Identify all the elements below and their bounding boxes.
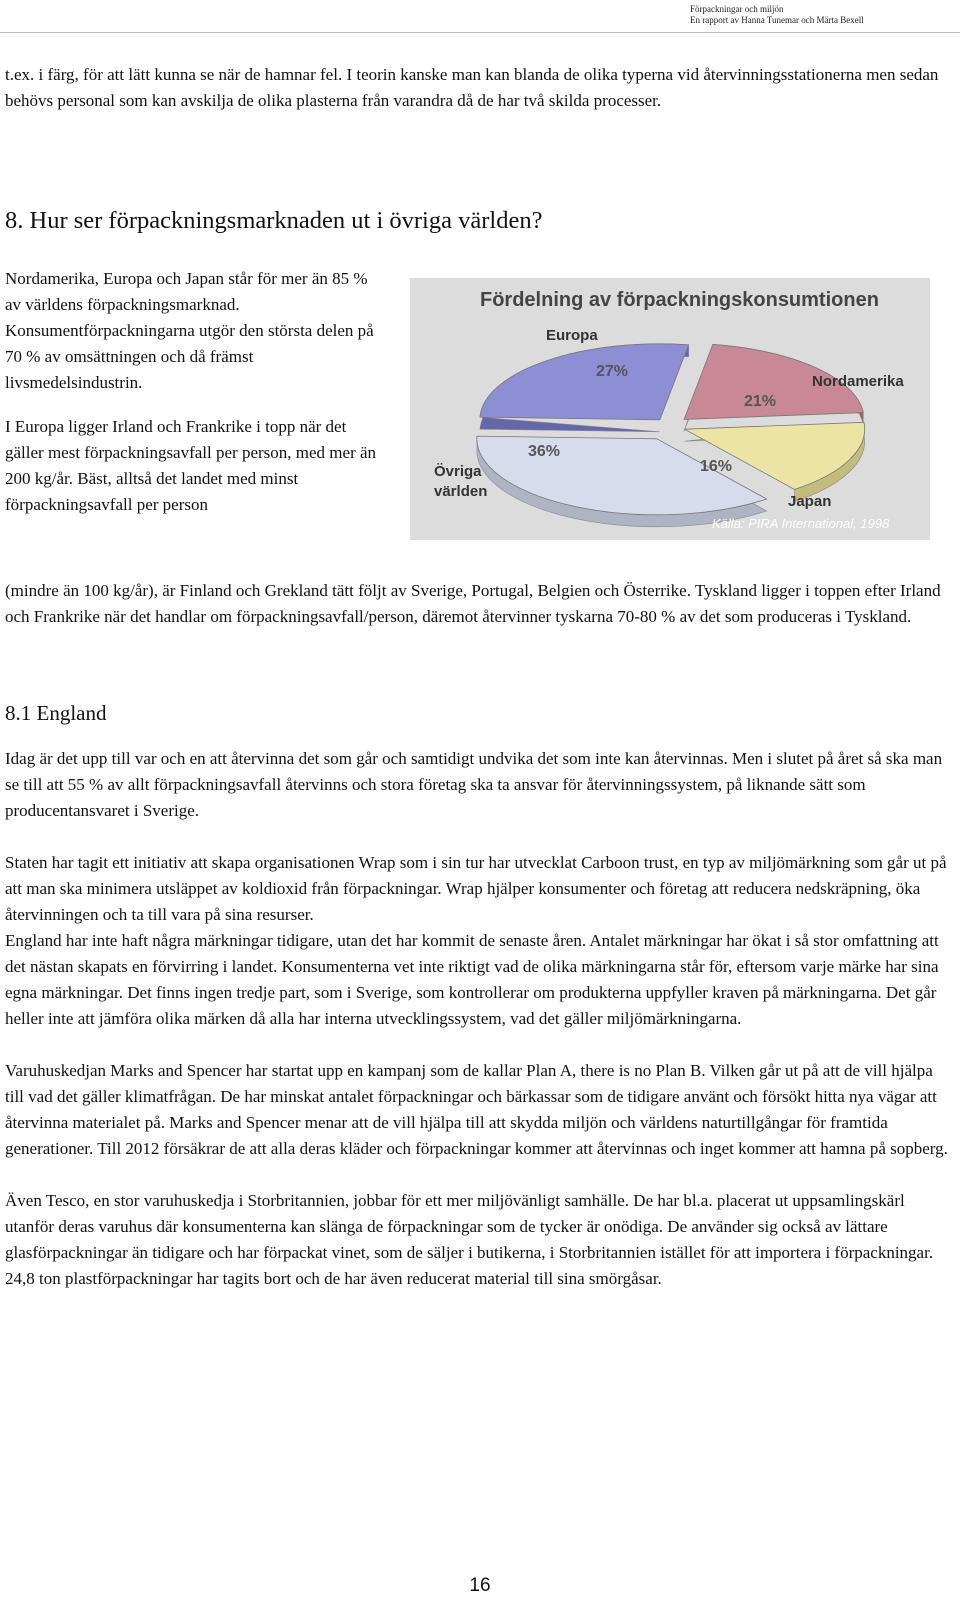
legend-europa: Europa [546, 327, 598, 344]
pie-slice-europa [480, 344, 689, 420]
section-8-paragraph-1: Nordamerika, Europa och Japan står för mer än 85 % av världens förpackningsmarknad. Konsumentförpackningarna utgör den största delen på 70 % av omsättningen och då främst livsmedelsindustrin. [5, 269, 374, 392]
chart-title: Fördelning av förpackningskonsumtionen [480, 289, 879, 311]
section-8-paragraph-2: I Europa ligger Irland och Frankrike i topp när det gäller mest förpackningsavfall per person, med mer än 200 kg/år. Bäst, alltså det landet med minst förpackningsavfall per person [5, 417, 377, 514]
chart-source: Källa: PIRA International, 1998 [712, 516, 890, 531]
packaging-consumption-pie-chart [410, 278, 930, 540]
pie-chart-svg [410, 278, 930, 540]
section-8-1-paragraph-5: Även Tesco, en stor varuhuskedja i Storbritannien, jobbar för ett mer miljövänligt samhälle. De har bl.a. placerat ut uppsamlingskärl utanför deras varuhus där konsumenterna kan slänga de förpackningar som de tycker är onödiga. De använder sig också av lättare glasförpackningar än tidigare och har förpackat vinet, som de säljer i butikerna, i Storbritannien istället för att importera i förpackningar. 24,8 ton plastförpackningar har tagits bort och de har även reducerat material till sina smörgåsar. [5, 1191, 934, 1288]
section-8-1-paragraph-3: England har inte haft några märkningar tidigare, utan det har kommit de senaste åren. Antalet märkningar har ökat i så stor omfattning att det nästan skapats en förvirring i landet. Konsumenterna vet inte riktigt vad de olika märkningarna står för, eftersom varje märke har sina egna märkningar. Det finns ingen tredje part, som i Sverige, som kontrollerar om produkterna uppfyller kraven på märkningarna. Det går heller inte att jämföra olika märken då alla har interna utvecklingssystem, vad det gäller miljömärkningarna. [5, 931, 939, 1028]
header-divider [0, 32, 960, 33]
data-label-ovriga: 36% [528, 443, 561, 460]
running-header [690, 4, 864, 26]
legend-ovriga-line2: världen [434, 483, 488, 500]
section-8-1-heading: 8.1 England [5, 701, 107, 725]
page-number: 16 [469, 1575, 491, 1596]
legend-nordamerika: Nordamerika [812, 373, 904, 390]
data-label-europa: 27% [596, 363, 629, 380]
data-label-japan: 16% [700, 458, 733, 475]
data-label-nordamerika: 21% [744, 393, 777, 410]
legend-ovriga-line1: Övriga [434, 463, 482, 480]
intro-paragraph: t.ex. i färg, för att lätt kunna se när de hamnar fel. I teorin kanske man kan blanda de olika typerna vid återvinningsstationerna men sedan behövs personal som kan avskilja de olika plasterna från varandra då de har två skilda processer. [5, 65, 939, 110]
section-8-1-paragraph-4: Varuhuskedjan Marks and Spencer har startat upp en kampanj som de kallar Plan A, there is no Plan B. Vilken går ut på att de vill hjälpa till vad det gäller klimatfrågan. De har minskat antalet förpackningar och bärkassar som de tidigare använt och försökt hitta nya vägar att återvinna materialet på. Marks and Spencer menar att de vill hjälpa till att skydda miljön och världens naturtillgångar för framtida generationer. Till 2012 försäkrar de att alla deras kläder och förpackningar kommer att återvinnas och inget kommer att hamna på sopberg. [5, 1061, 948, 1158]
section-8-1-paragraph-1: Idag är det upp till var och en att återvinna det som går och samtidigt undvika det som inte kan återvinnas. Men i slutet på året så ska man se till att 55 % av allt förpackningsavfall återvinns och stora företag ska ta ansvar för återvinningssystem, på liknande sätt som producentansvaret i Sverige. [5, 749, 943, 820]
section-8-1-body [5, 746, 953, 1318]
section-8-heading: 8. Hur ser förpackningsmarknaden ut i övriga världen? [5, 207, 543, 234]
header-authors: En rapport av Hanna Tunemar och Märta Bexell [690, 15, 864, 25]
legend-japan: Japan [788, 493, 832, 510]
header-title: Förpackningar och miljön [690, 4, 784, 14]
section-8-1-paragraph-2: Staten har tagit ett initiativ att skapa organisationen Wrap som i sin tur har utvecklat Carboon trust, en typ av miljömärkning som går ut på att man ska minimera utsläppet av koldioxid från förpackningar. Wrap hjälper konsumenter och företag att reducera nedskräpning, öka återvinningen och ta till vara på sina resurser. [5, 853, 947, 924]
section-8-paragraph-2-continued: (mindre än 100 kg/år), är Finland och Grekland tätt följt av Sverige, Portugal, Belgien och Österrike. Tyskland ligger i toppen efter Irland och Frankrike när det handlar om förpackningsavfall/person, däremot återvinner tyskarna 70-80 % av det som produceras i Tyskland. [5, 581, 941, 626]
section-8-left-column [5, 266, 385, 518]
